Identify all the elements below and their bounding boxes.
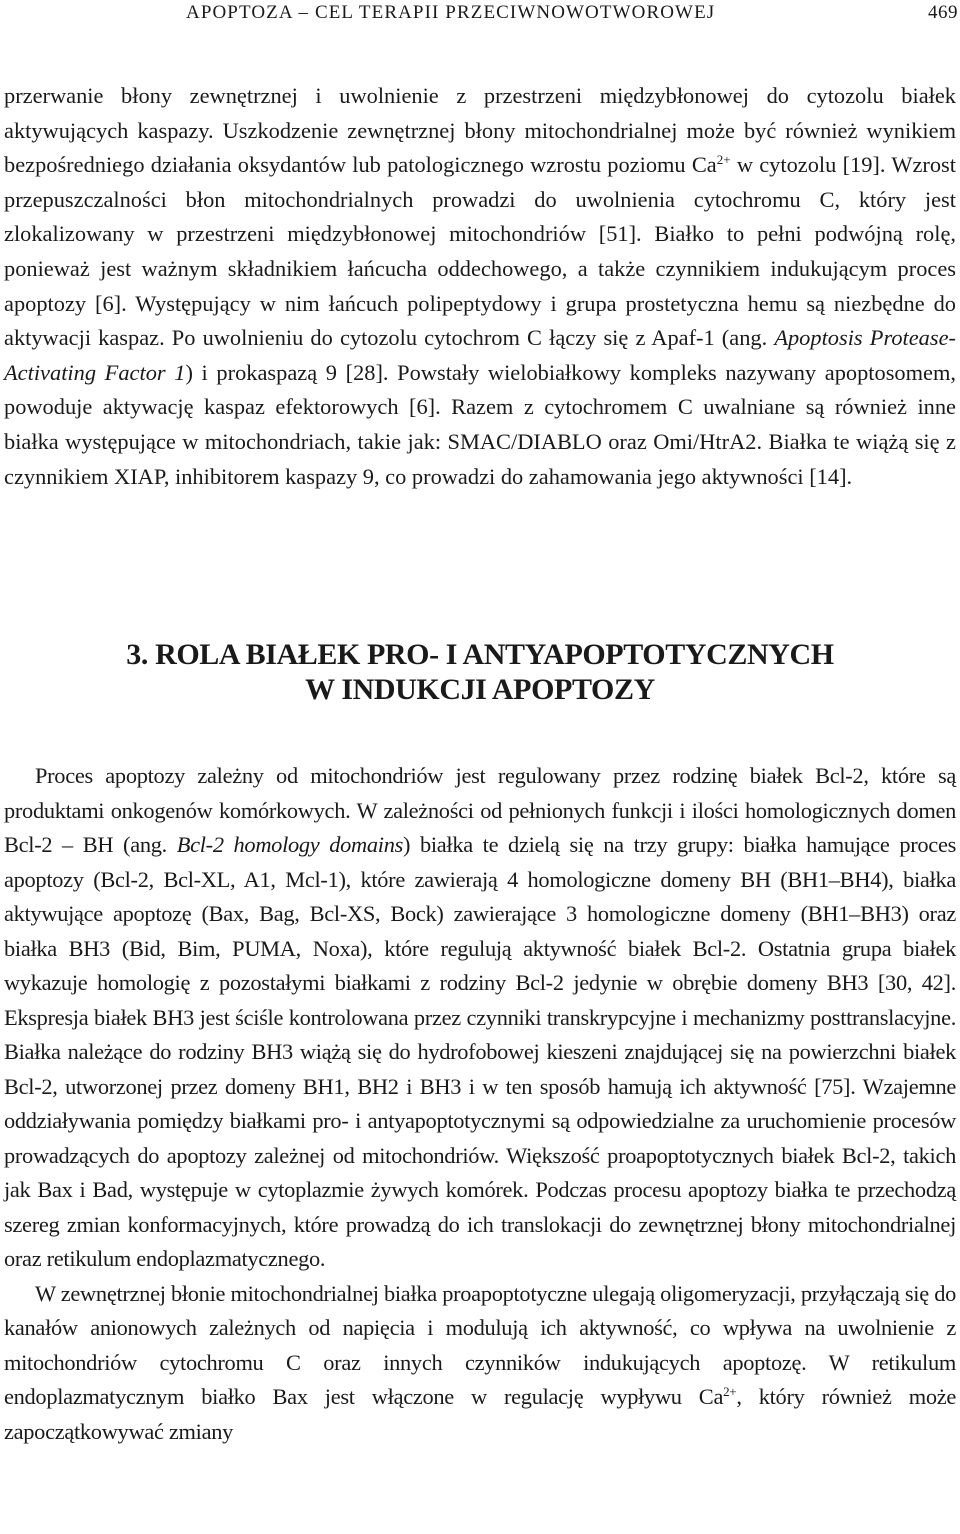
running-title: APOPTOZA – CEL TERAPII PRZECIWNOWOTWOROWEJ [186,2,716,23]
paragraph-text: przerwanie błony zewnętrznej i uwolnienie z przestrzeni międzybłonowej do cytozolu białek aktywujących kaspazy. Uszkodzenie zewnętrznej błony mitochondrialnej może być również wynikiem bezpośredniego działania oksydantów lub patologicznego wzrostu poziomu Ca [4,83,956,178]
running-header [0,0,960,28]
body-text-top [4,79,956,494]
section-heading [0,637,960,707]
paragraph [4,759,956,1277]
section-heading-line: 3. ROLA BIAŁEK PRO- I ANTYAPOPTOTYCZNYCH [126,638,834,671]
paragraph-text: ) i prokaspazą 9 [28]. Powstały wielobiałkowy kompleks nazywany apoptosomem, powoduje aktywację kaspaz efektorowych [6]. Razem z cytochromem C uwalniane są również inne białka występujące w mitochondriach, takie jak: SMAC/DIABLO oraz Omi/HtrA2. Białka te wiążą się z czynnikiem XIAP, inhibitorem kaspazy 9, co prowadzi do zahamowania jego aktywności [14]. [4,359,956,489]
paragraph-text: W zewnętrznej błonie mitochondrialnej białka proapoptotyczne ulegają oligomeryzacji, przyłączają się do kanałów anionowych zależnych od napięcia i modulują ich aktywność, co wpływa na uwolnienie z mitochondriów cytochromu C oraz innych czynników indukujących apoptozę. W retikulum endoplazmatycznym białko Bax jest włączone w regulację wypływu Ca [4,1280,956,1409]
superscript: 2+ [716,152,731,168]
paragraph-text: Proces apoptozy zależny od mitochondriów jest regulowany przez rodzinę białek Bcl-2, które są produktami onkogenów komórkowych. W zależności od pełnionych funkcji i ilości homologicznych domen Bcl-2 – BH (ang. [4,763,956,857]
italic-term: Apoptosis Protease-Activating Factor 1 [4,325,956,385]
paragraph-text: w cytozolu [19]. Wzrost przepuszczalności błon mitochondrialnych prowadzi do uwolnienia cytochromu C, który jest zlokalizowany w przestrzeni międzybłonowej mitochondriów [51]. Białko to pełni podwójną rolę, ponieważ jest ważnym składnikiem łańcucha oddechowego, a także czynnikiem indukującym proces apoptozy [6]. Występujący w nim łańcuch polipeptydowy i grupa prostetyczna hemu są niezbędne do aktywacji kaspaz. Po uwolnieniu do cytozolu cytochrom C łączy się z Apaf-1 (ang. [4,152,956,351]
page-number: 469 [928,2,958,23]
body-text-section-3 [4,759,956,1449]
italic-term: Bcl-2 homology domains [176,832,404,857]
section-heading-line: W INDUKCJI APOPTOZY [305,673,655,706]
superscript: 2+ [723,1384,737,1399]
paragraph-text: , który również może zapoczątkowywać zmiany [4,1384,956,1444]
paragraph-text: ) białka te dzielą się na trzy grupy: białka hamujące proces apoptozy (Bcl-2, Bcl-XL, A1, Mcl-1), które zawierają 4 homologiczne domeny BH (BH1–BH4), białka aktywujące apoptozę (Bax, Bag, Bcl-XS, Bock) zawierające 3 homologiczne domeny (BH1–BH3) oraz białka BH3 (Bid, Bim, PUMA, Noxa), które regulują aktywność białek Bcl-2. Ostatnia grupa białek wykazuje homologię z pozostałymi białkami z rodziny Bcl-2 jedynie w obrębie domeny BH3 [30, 42]. Ekspresja białek BH3 jest ściśle kontrolowana przez czynniki transkrypcyjne i mechanizmy posttranslacyjne. Białka należące do rodziny BH3 wiążą się do hydrofobowej kieszeni znajdującej się na powierzchni białek Bcl-2, utworzonej przez domeny BH1, BH2 i BH3 i w ten sposób hamują ich aktywność [75]. Wzajemne oddziaływania pomiędzy białkami pro- i antyapoptotycznymi są odpowiedzialne za uruchomienie procesów prowadzących do apoptozy zależnej od mitochondriów. Większość proapoptotycznych białek Bcl-2, takich jak Bax i Bad, występuje w cytoplazmie żywych komórek. Podczas procesu apoptozy białka te przechodzą szereg zmian konformacyjnych, które prowadzą do ich translokacji do zewnętrznej błony mitochondrialnej oraz retikulum endoplazmatycznego. [4,832,956,1271]
paragraph [4,1277,956,1450]
paragraph-continuation [4,79,956,494]
